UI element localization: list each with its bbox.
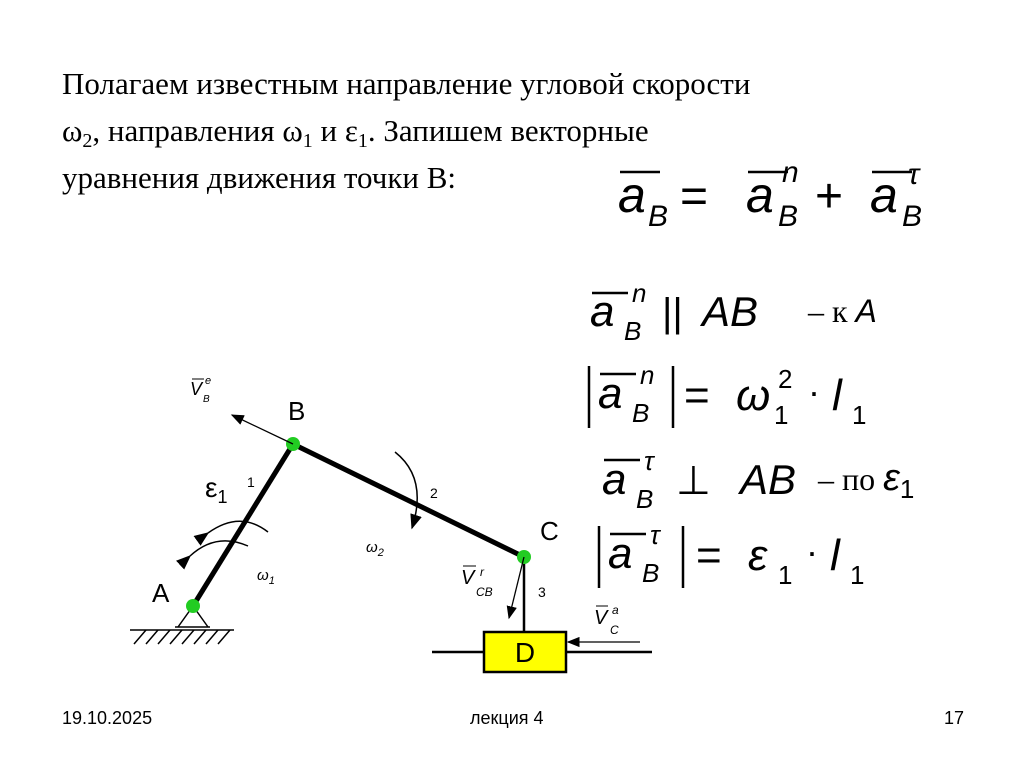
eq-main-t2: a — [870, 167, 898, 223]
eq-main-plus: + — [815, 170, 844, 223]
eq2-sup: n — [640, 360, 655, 390]
eq1-note: – к A — [808, 293, 877, 329]
omega2-arc-icon — [395, 452, 417, 528]
label-B: B — [288, 396, 306, 426]
link-3-number: 3 — [538, 584, 546, 600]
eq4-eps-sub: 1 — [778, 560, 793, 590]
omega-subscript: 2 — [82, 130, 93, 152]
main-equation — [618, 156, 922, 233]
eq-main-t1: a — [746, 167, 774, 223]
eq-main-lhs-sub: B — [648, 200, 669, 233]
eq2-equals: = — [684, 371, 710, 420]
svg-text:C: C — [610, 623, 619, 637]
link-2 — [293, 444, 524, 557]
intro-line-3: уравнения движения точки B: — [62, 160, 457, 195]
svg-text:V: V — [190, 379, 203, 399]
eq3-sup: τ — [644, 446, 654, 476]
omega-symbol: ω — [62, 113, 83, 148]
equation-1 — [590, 278, 877, 346]
intro-text-part: . Запишем векторные — [367, 113, 649, 148]
epsilon1-subscript: 1 — [357, 130, 368, 152]
eq1-base: a — [590, 287, 615, 336]
intro-text-part: и ε — [312, 113, 358, 148]
omega1-arc-icon — [190, 541, 248, 556]
vcbr-label — [461, 565, 493, 599]
equation-2 — [589, 360, 866, 430]
eq2-l-sub: 1 — [852, 400, 867, 430]
vcbr-arrow-icon — [509, 557, 524, 618]
eq4-eps: ε — [748, 531, 768, 580]
vbe-arrow-icon — [232, 415, 293, 444]
label-C: C — [540, 516, 559, 546]
equation-3 — [602, 446, 914, 514]
eq-main-t1-sub: B — [778, 200, 799, 233]
svg-text:CB: CB — [476, 585, 493, 599]
vbe-label — [190, 375, 211, 405]
eq2-omega-sup: 2 — [778, 364, 793, 394]
link-2-number: 2 — [430, 485, 438, 501]
eq1-parallel: || — [662, 291, 683, 335]
eq1-rhs: AB — [702, 288, 759, 335]
equation-4 — [599, 520, 864, 590]
svg-text:e: e — [205, 375, 212, 387]
eq2-omega: ω — [736, 371, 771, 420]
eq4-l: l — [830, 531, 840, 580]
footer-page-number: 17 — [944, 708, 965, 728]
label-A: A — [152, 578, 170, 608]
omega1-subscript: 1 — [302, 130, 313, 152]
eq2-omega-sub: 1 — [774, 400, 789, 430]
svg-text:B: B — [203, 394, 210, 405]
eq2-base: a — [598, 369, 623, 418]
footer-lecture: лекция 4 — [470, 708, 544, 728]
omega1-label: $\omega_1$ — [257, 567, 275, 587]
eq4-base: a — [608, 529, 633, 578]
svg-text:r: r — [480, 565, 484, 579]
ground-support — [130, 606, 234, 644]
link-1 — [193, 444, 293, 606]
eq-main-t2-sub: B — [902, 200, 923, 233]
joint-A — [186, 599, 200, 613]
eq-main-equals: = — [680, 170, 709, 223]
eq-main-lhs: a — [618, 167, 646, 223]
eq3-note: – по $\varepsilon_1$ — [818, 457, 915, 504]
eq2-l: l — [832, 371, 842, 420]
epsilon1-label: $\varepsilon_1$ — [205, 472, 228, 507]
svg-text:a: a — [612, 603, 619, 617]
eq4-sup: τ — [650, 520, 660, 550]
svg-text:V: V — [461, 567, 475, 589]
svg-text:V: V — [594, 607, 608, 629]
eq4-equals: = — [696, 531, 722, 580]
omega2-label: $\omega_2$ — [366, 539, 384, 559]
eq1-sub: B — [624, 316, 642, 346]
eq1-sup: n — [632, 278, 647, 308]
link-1-number: 1 — [247, 474, 255, 490]
eq2-sub: B — [632, 398, 650, 428]
eq3-rhs: AB — [740, 456, 797, 503]
intro-text-part: , направления ω — [92, 113, 303, 148]
mechanism-diagram — [130, 375, 652, 672]
slider-label: D — [514, 637, 536, 668]
eq4-dot: · — [806, 531, 818, 572]
eq2-dot: · — [808, 371, 820, 412]
eq4-l-sub: 1 — [850, 560, 865, 590]
eq3-sub: B — [636, 484, 654, 514]
eq-main-t2-sup: τ — [908, 158, 920, 191]
eq4-sub: B — [642, 558, 660, 588]
eq3-base: a — [602, 455, 627, 504]
intro-line-1: Полагаем известным направление угловой скорости — [62, 66, 751, 101]
vca-label — [594, 603, 619, 637]
eq-main-t1-sup: n — [782, 156, 799, 189]
eq3-perp: ⊥ — [676, 459, 711, 503]
footer-date: 19.10.2025 — [62, 708, 153, 728]
